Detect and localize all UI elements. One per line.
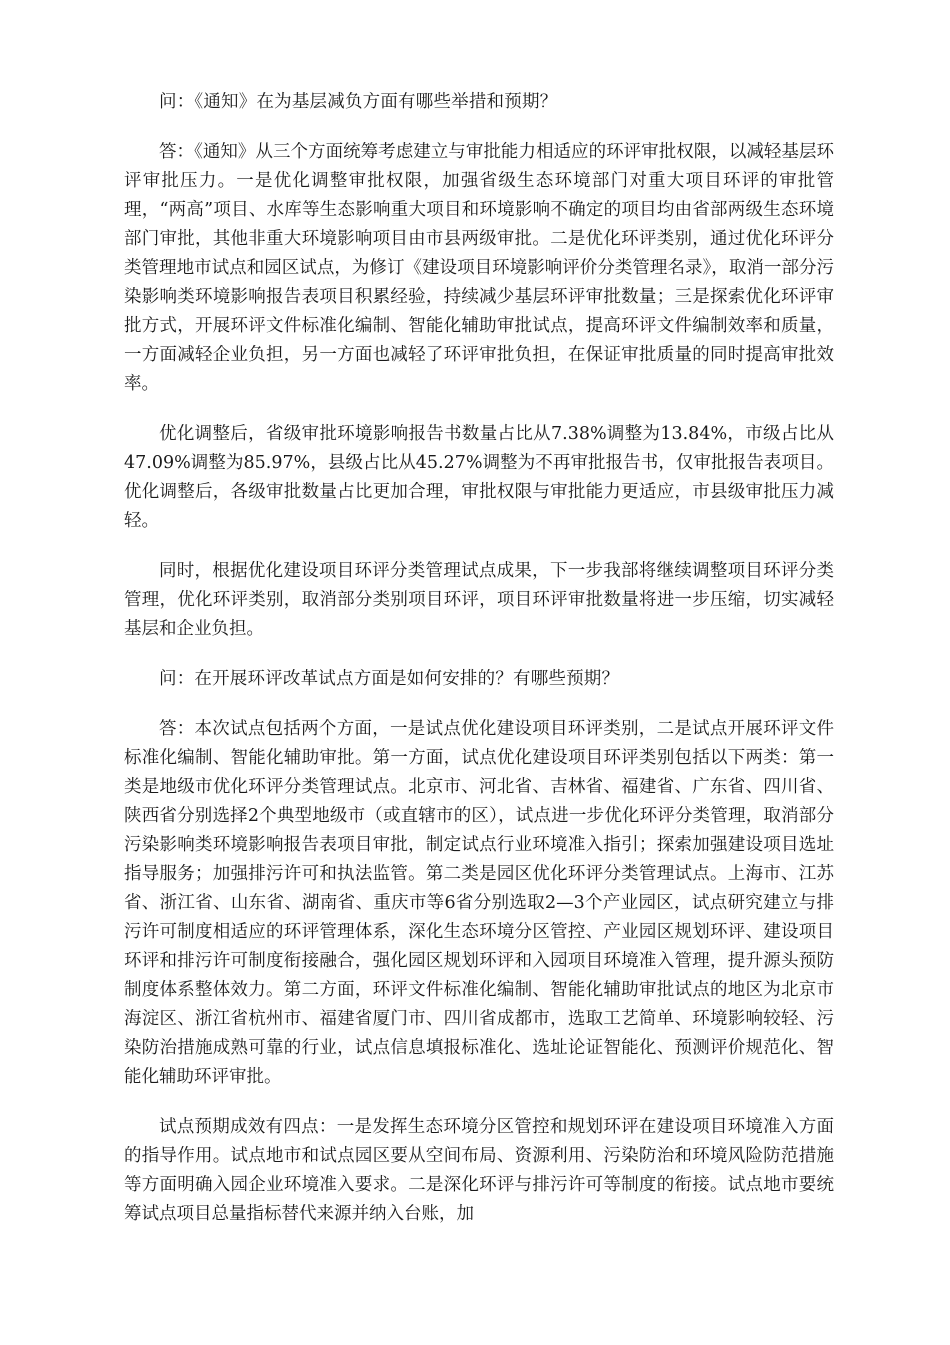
document-body	[124, 88, 834, 1229]
question-paragraph-1: 问：《通知》在为基层减负方面有哪些举措和预期？	[159, 92, 558, 112]
body-paragraph-next-step: 同时，根据优化建设项目环评分类管理试点成果，下一步我部将继续调整项目环评分类管理，优化环评类别，取消部分类别项目环评，项目环评审批数量将进一步压缩，切实减轻基层和企业负担。	[124, 561, 834, 639]
question-paragraph-2: 问：在开展环评改革试点方面是如何安排的？有哪些预期？	[159, 669, 620, 689]
answer-paragraph-2: 答：本次试点包括两个方面，一是试点优化建设项目环评类别，二是试点开展环评文件标准化编制、智能化辅助审批。第一方面，试点优化建设项目环评类别包括以下两类：第一类是地级市优化环评分类管理试点。北京市、河北省、吉林省、福建省、广东省、四川省、陕西省分别选择2个典型地级市（或直辖市的区），试点进一步优化环评分类管理，取消部分污染影响类环境影响报告表项目审批，制定试点行业环境准入指引；探索加强建设项目选址指导服务；加强排污许可和执法监管。第二类是园区优化环评分类管理试点。上海市、江苏省、浙江省、山东省、湖南省、重庆市等6省分别选取2—3个产业园区，试点研究建立与排污许可制度相适应的环评管理体系，深化生态环境分区管控、产业园区规划环评、建设项目环评和排污许可制度衔接融合，强化园区规划环评和入园项目环境准入管理，提升源头预防制度体系整体效力。第二方面，环评文件标准化编制、智能化辅助审批试点的地区为北京市海淀区、浙江省杭州市、福建省厦门市、四川省成都市，选取工艺简单、环境影响较轻、污染防治措施成熟可靠的行业，试点信息填报标准化、选址论证智能化、预测评价规范化、智能化辅助环评审批。	[124, 719, 834, 1087]
answer-paragraph-1: 答：《通知》从三个方面统筹考虑建立与审批能力相适应的环评审批权限，以减轻基层环评审批压力。一是优化调整审批权限，加强省级生态环境部门对重大项目环评的审批管理，“两高”项目、水库等生态影响重大项目和环境影响不确定的项目均由省部两级生态环境部门审批，其他非重大环境影响项目由市县两级审批。二是优化环评类别，通过优化环评分类管理地市试点和园区试点，为修订《建设项目环境影响评价分类管理名录》，取消一部分污染影响类环境影响报告表项目积累经验，持续减少基层环评审批数量；三是探索优化环评审批方式，开展环评文件标准化编制、智能化辅助审批试点，提高环评文件编制效率和质量，一方面减轻企业负担，另一方面也减轻了环评审批负担，在保证审批质量的同时提高审批效率。	[124, 142, 834, 394]
body-paragraph-expected-results: 试点预期成效有四点：一是发挥生态环境分区管控和规划环评在建设项目环境准入方面的指导作用。试点地市和试点园区要从空间布局、资源利用、污染防治和环境风险防范措施等方面明确入园企业环境准入要求。二是深化环评与排污许可等制度的衔接。试点地市要统筹试点项目总量指标替代来源并纳入台账，加	[124, 1117, 834, 1224]
body-paragraph-ratio-change: 优化调整后，省级审批环境影响报告书数量占比从7.38%调整为13.84%，市级占比从47.09%调整为85.97%，县级占比从45.27%调整为不再审批报告书，仅审批报告表项目。优化调整后，各级审批数量占比更加合理，审批权限与审批能力更适应，市县级审批压力减轻。	[124, 424, 834, 531]
